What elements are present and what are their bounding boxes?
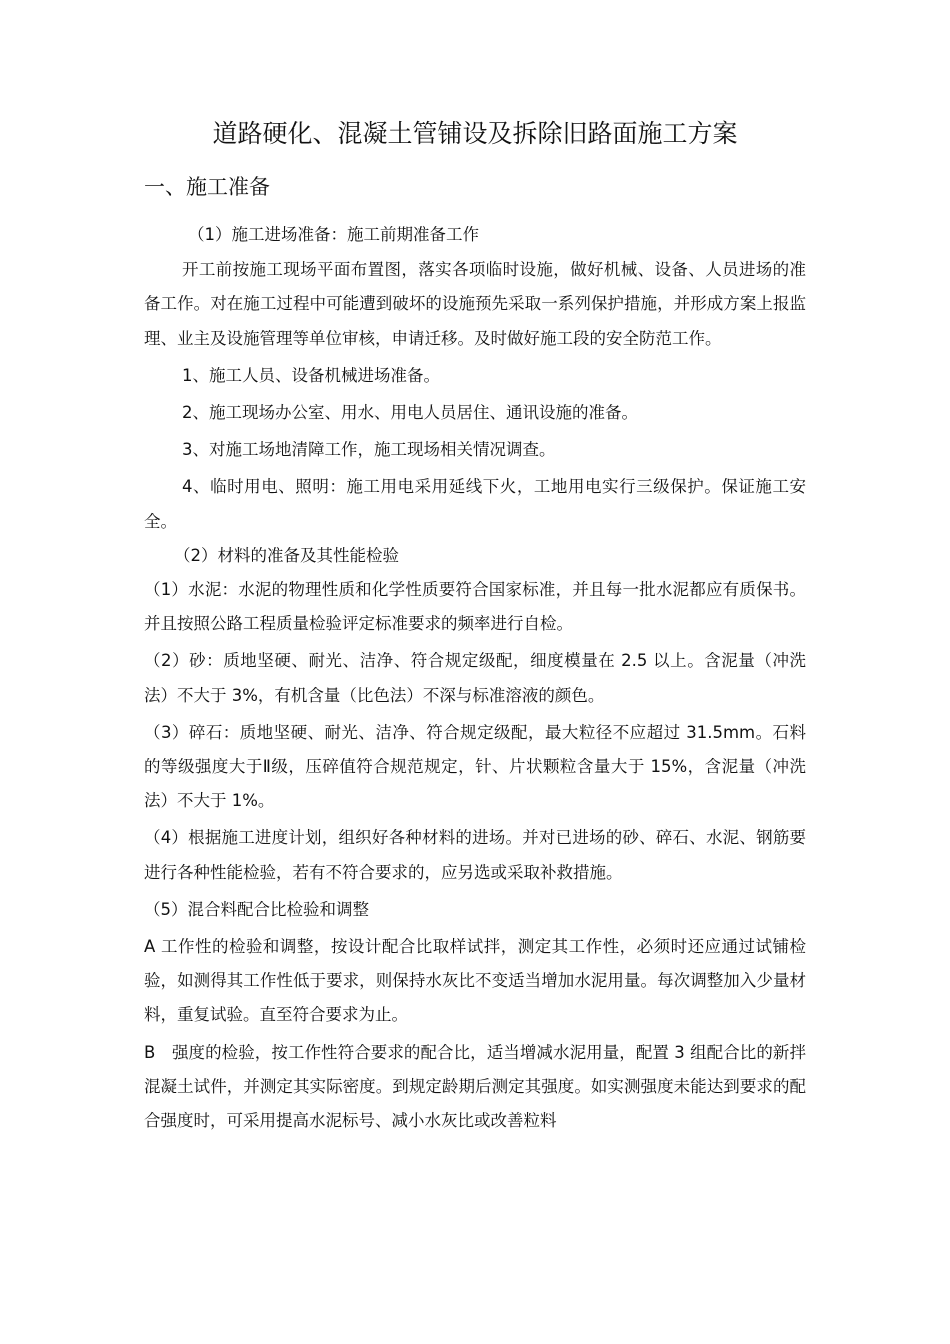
paragraph-gravel: （3）碎石：质地坚硬、耐光、洁净、符合规定级配，最大粒径不应超过 31.5mm。石料的等级强度大于Ⅱ级，压碎值符合规范规定，针、片状颗粒含量大于 15%，含泥量（冲洗法）不大于 1%。 bbox=[144, 722, 806, 811]
paragraph-site-entry: 开工前按施工现场平面布置图，落实各项临时设施，做好机械、设备、人员进场的准备工作。对在施工过程中可能遭到破坏的设施预先采取一系列保护措施，并形成方案上报监理、业主及设施管理等单位审核，申请迁移。及时做好施工段的安全防范工作。 bbox=[144, 260, 806, 348]
paragraph-material-entry: （4）根据施工进度计划，组织好各种材料的进场。并对已进场的砂、碎石、水泥、钢筋要进行各种性能检验，若有不符合要求的，应另选或采取补救措施。 bbox=[144, 828, 806, 882]
document-body bbox=[144, 112, 806, 1138]
subsection-heading-site-entry: （1）施工进场准备：施工前期准备工作 bbox=[188, 225, 479, 244]
list-item-2: 2、施工现场办公室、用水、用电人员居住、通讯设施的准备。 bbox=[182, 403, 638, 423]
section-heading-preparation: 一、施工准备 bbox=[144, 175, 270, 199]
paragraph-workability: A 工作性的检验和调整，按设计配合比取样试拌，测定其工作性，必须时还应通过试铺检验，如测得其工作性低于要求，则保持水灰比不变适当增加水泥用量。每次调整加入少量材料，重复试验。直至符合要求为止。 bbox=[144, 937, 806, 1025]
list-item-4: 4、临时用电、照明：施工用电采用延线下火，工地用电实行三级保护。保证施工安全。 bbox=[144, 477, 806, 531]
document-title: 道路硬化、混凝土管铺设及拆除旧路面施工方案 bbox=[212, 119, 738, 148]
paragraph-sand: （2）砂：质地坚硬、耐光、洁净、符合规定级配，细度模量在 2.5 以上。含泥量（冲洗法）不大于 3%，有机含量（比色法）不深与标准溶液的颜色。 bbox=[144, 651, 806, 705]
paragraph-cement: （1）水泥：水泥的物理性质和化学性质要符合国家标准，并且每一批水泥都应有质保书。并且按照公路工程质量检验评定标准要求的频率进行自检。 bbox=[144, 580, 806, 634]
paragraph-mix-ratio-heading: （5）混合料配合比检验和调整 bbox=[144, 899, 369, 919]
subsection-heading-materials: （2）材料的准备及其性能检验 bbox=[174, 545, 399, 565]
list-item-1: 1、施工人员、设备机械进场准备。 bbox=[182, 365, 440, 385]
list-item-3: 3、对施工场地清障工作，施工现场相关情况调查。 bbox=[182, 440, 556, 460]
paragraph-strength: B 强度的检验，按工作性符合要求的配合比，适当增减水泥用量，配置 3 组配合比的新拌混凝土试件，并测定其实际密度。到规定龄期后测定其强度。如实测强度未能达到要求的配合强度时，可采用提高水泥标号、减小水灰比或改善粒料 bbox=[144, 1042, 806, 1131]
